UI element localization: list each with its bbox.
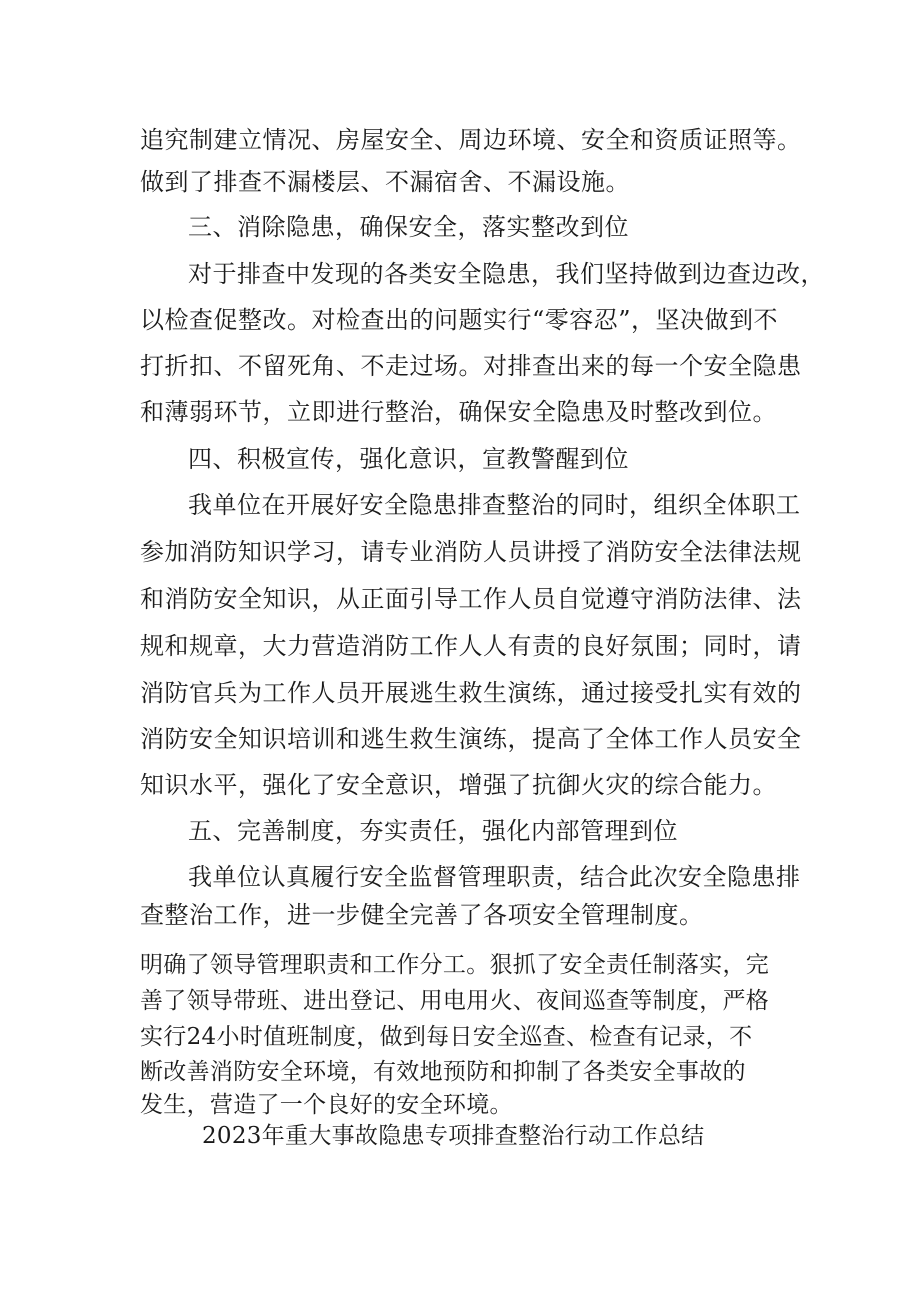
paragraph-line: 消防安全知识培训和逃生救生演练，提高了全体工作人员安全 (140, 725, 802, 753)
paragraph-line: 参加消防知识学习，请专业消防人员讲授了消防安全法律法规 (140, 538, 802, 566)
paragraph-line: 规和规章，大力营造消防工作人人有责的良好氛围；同时，请 (140, 632, 802, 660)
paragraph-line: 和消防安全知识，从正面引导工作人员自觉遵守消防法律、法 (140, 585, 802, 613)
paragraph-line: 追究制建立情况、房屋安全、周边环境、安全和资质证照等。 (140, 126, 802, 154)
paragraph-line: 我单位在开展好安全隐患排查整治的同时，组织全体职工 (188, 491, 801, 519)
paragraph-line: 我单位认真履行安全监督管理职责，结合此次安全隐患排 (188, 863, 801, 891)
paragraph-line: 做到了排查不漏楼层、不漏宿舍、不漏设施。 (140, 168, 630, 196)
paragraph-line: 明确了领导管理职责和工作分工。狠抓了安全责任制落实，完 (140, 952, 770, 978)
paragraph-line: 消防官兵为工作人员开展逃生救生演练，通过接受扎实有效的 (140, 679, 802, 707)
paragraph-line: 和薄弱环节，立即进行整治，确保安全隐患及时整改到位。 (140, 398, 777, 426)
section-heading-4: 四、积极宣传，强化意识，宣教警醒到位 (188, 445, 629, 473)
paragraph-line: 知识水平，强化了安全意识，增强了抗御火灾的综合能力。 (140, 771, 777, 799)
paragraph-line: 以检查促整改。对检查出的问题实行“零容忍”，坚决做到不 (140, 306, 779, 334)
paragraph-line: 查整治工作，进一步健全完善了各项安全管理制度。 (140, 901, 704, 929)
section-heading-3: 三、消除隐患，确保安全，落实整改到位 (188, 213, 629, 241)
section-heading-5: 五、完善制度，夯实责任，强化内部管理到位 (188, 817, 678, 845)
paragraph-line: 发生，营造了一个良好的安全环境。 (140, 1092, 513, 1118)
paragraph-line: 打折扣、不留死角、不走过场。对排查出来的每一个安全隐患 (140, 352, 802, 380)
paragraph-line: 对于排查中发现的各类安全隐患，我们坚持做到边查边改， (188, 260, 825, 288)
paragraph-line: 善了领导带班、进出登记、用电用火、夜间巡查等制度，严格 (140, 988, 770, 1014)
document-title: 2023年重大事故隐患专项排查整治行动工作总结 (202, 1123, 705, 1149)
paragraph-line: 实行24小时值班制度，做到每日安全巡查、检查有记录，不 (140, 1024, 753, 1050)
paragraph-line: 断改善消防安全环境，有效地预防和抑制了各类安全事故的 (140, 1059, 746, 1085)
